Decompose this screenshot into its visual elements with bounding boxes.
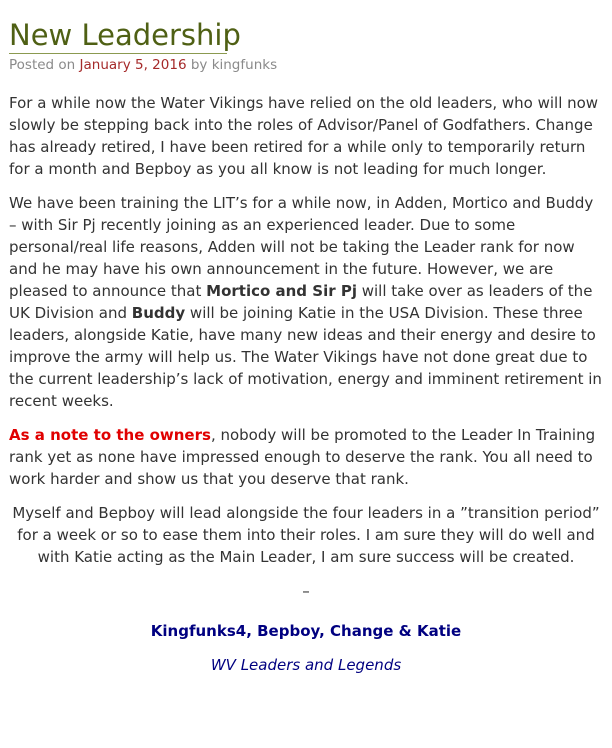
owners-note-highlight: As a note to the owners [9, 426, 211, 444]
paragraph-3 [9, 424, 603, 490]
post-meta [9, 57, 603, 73]
paragraph-2-text-a: We have been training the LIT’s for a while now, in Adden, Mortico and Buddy – with Sir Pj recently joining as an experienced leader. Due to some personal/real life reasons, Adden will not be taking the Leader rank for now and he may have his own announcement in the future. However, we are pleased to announce that [9, 194, 594, 300]
post-date-link[interactable]: January 5, 2016 [79, 57, 187, 73]
paragraph-1: For a while now the Water Vikings have relied on the old leaders, who will now slowly be stepping back into the roles of Advisor/Panel of Godfathers. Change has already retired, I have been retired for a while only to temporarily return for a month and Bepboy as you all know is not leading for much longer. [9, 94, 599, 178]
post [0, 18, 612, 676]
motto: WV Leaders and Legends [210, 656, 402, 674]
title-underline [9, 53, 227, 54]
new-uk-leaders: Mortico and Sir Pj [206, 282, 357, 300]
signature: Kingfunks4, Bepboy, Change & Katie [150, 622, 462, 640]
paragraph-3-text: , nobody will be promoted to the Leader In Training rank yet as none have impressed enough to deserve the rank. You all need to work harder and show us that you deserve that rank. [9, 426, 596, 488]
author-link[interactable]: kingfunks [211, 57, 278, 73]
separator-dash: – [302, 582, 310, 600]
posted-on-label: Posted on [9, 57, 76, 73]
post-title[interactable]: New Leadership [9, 18, 241, 52]
new-usa-leader: Buddy [131, 304, 186, 322]
post-body [9, 92, 603, 676]
paragraph-4: Myself and Bepboy will lead alongside the four leaders in a ”transition period” for a week or so to ease them into their roles. I am sure they will do well and with Katie acting as the Main Leader, I am sure success will be created. [12, 504, 600, 566]
paragraph-2-text-c: will be joining Katie in the USA Division. These three leaders, alongside Katie, have many new ideas and their energy and desire to improve the army will help us. The Water Vikings have not done great due to the current leadership’s lack of motivation, energy and imminent retirement in recent weeks. [9, 304, 602, 410]
by-label: by [190, 57, 208, 73]
paragraph-2-text-b: will take over as leaders of the UK Division and [9, 282, 593, 322]
paragraph-2 [9, 192, 603, 412]
